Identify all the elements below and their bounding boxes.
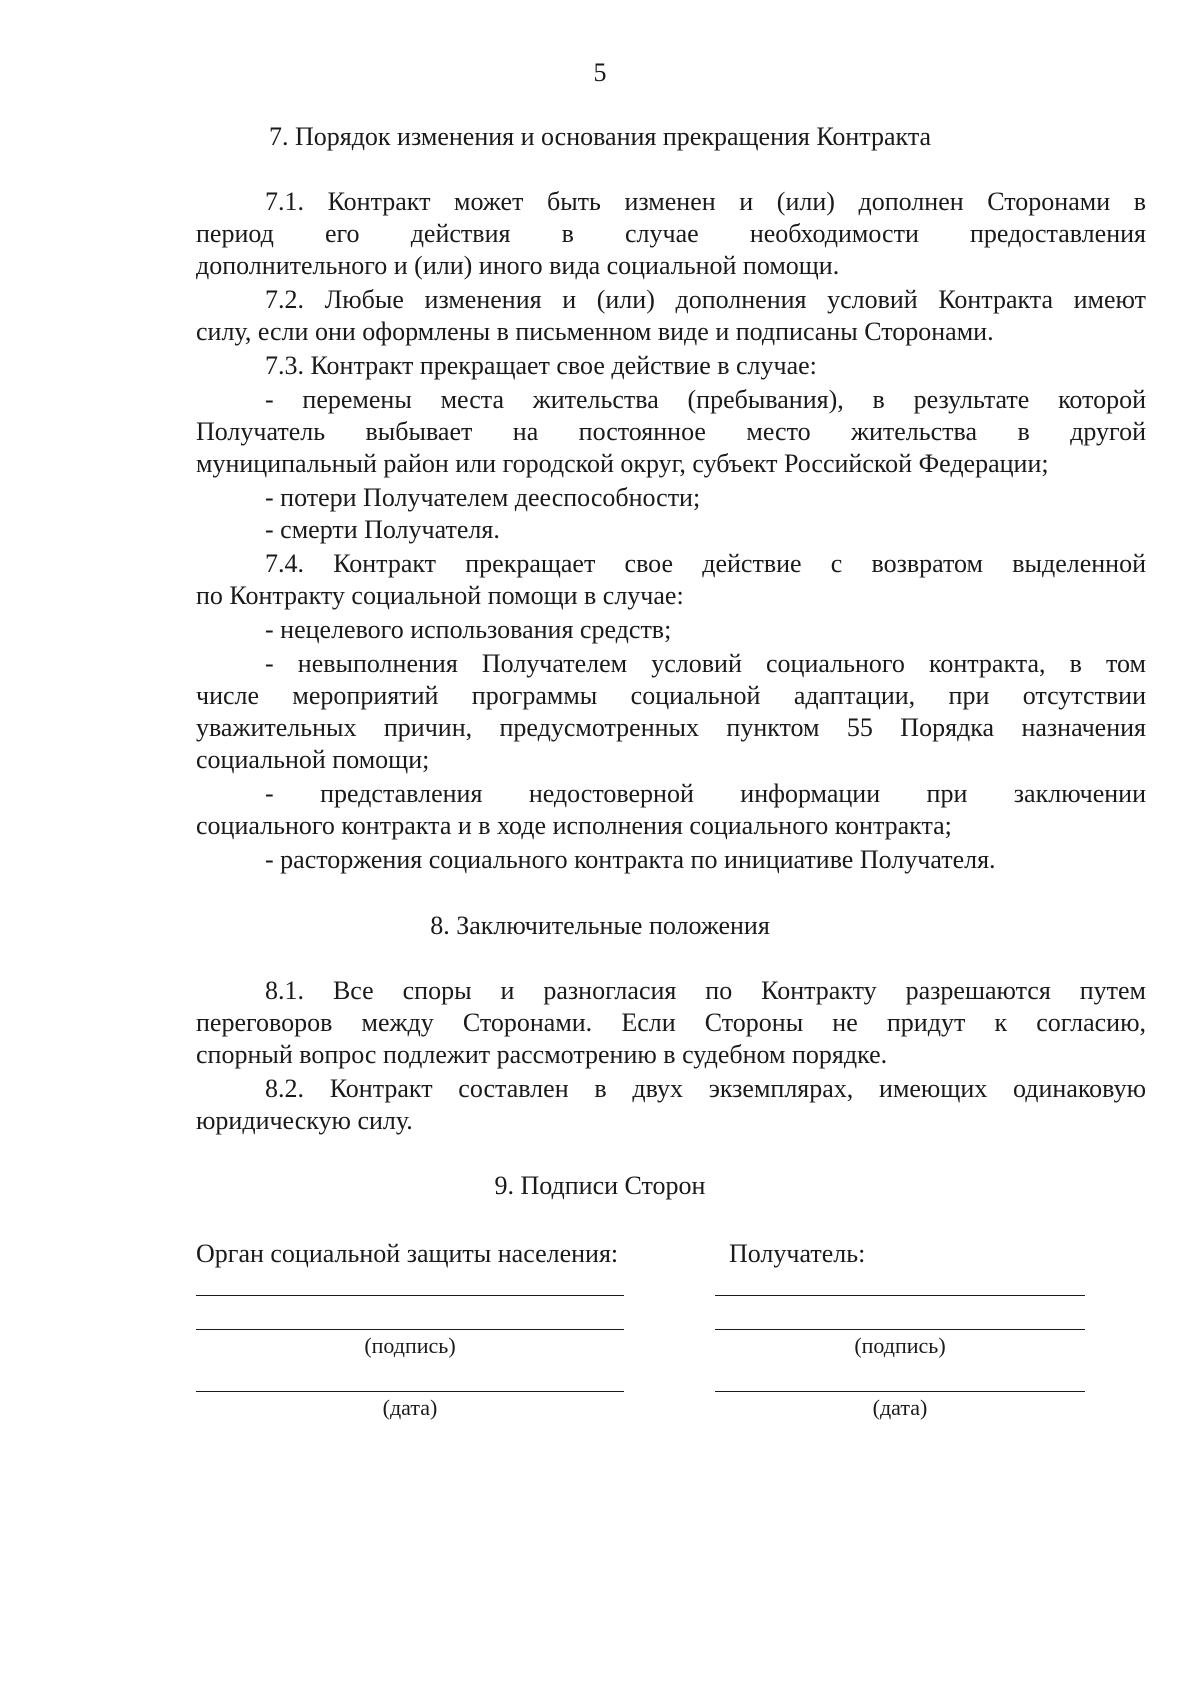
paragraph-line: переговоров между Сторонами. Если Стороны не придут к согласию, bbox=[196, 1008, 1146, 1037]
paragraph-line: - расторжения социального контракта по инициативе Получателя. bbox=[265, 845, 996, 874]
paragraph-line: по Контракту социальной помощи в случае: bbox=[196, 581, 684, 610]
right-date-caption: (дата) bbox=[872, 1395, 928, 1420]
paragraph-line: социальной помощи; bbox=[196, 745, 430, 774]
paragraph-line: муниципальный район или городской округ, субъект Российской Федерации; bbox=[196, 449, 1049, 478]
right-date-line bbox=[715, 1391, 1085, 1392]
paragraph-line: Получатель выбывает на постоянное место жительства в другой bbox=[196, 417, 1146, 446]
left-name-line bbox=[196, 1295, 624, 1296]
paragraph-line: уважительных причин, предусмотренных пунктом 55 Порядка назначения bbox=[196, 713, 1146, 742]
paragraph-line: силу, если они оформлены в письменном виде и подписаны Сторонами. bbox=[196, 317, 994, 346]
paragraph-line: числе мероприятий программы социальной адаптации, при отсутствии bbox=[196, 681, 1146, 710]
paragraph-line: - нецелевого использования средств; bbox=[265, 615, 672, 644]
right-party-label: Получатель: bbox=[729, 1239, 866, 1268]
section-9-title: 9. Подписи Сторон bbox=[494, 1171, 706, 1200]
paragraph-line: - представления недостоверной информации при заключении bbox=[265, 779, 1146, 808]
left-party-label: Орган социальной защиты населения: bbox=[196, 1239, 619, 1268]
paragraph-line: период его действия в случае необходимости предоставления bbox=[196, 219, 1146, 248]
paragraph-line: 8.2. Контракт составлен в двух экземплярах, имеющих одинаковую bbox=[265, 1074, 1146, 1103]
paragraph-line: социального контракта и в ходе исполнения социального контракта; bbox=[196, 811, 952, 840]
left-date-line bbox=[196, 1391, 624, 1392]
paragraph-line: 7.2. Любые изменения и (или) дополнения условий Контракта имеют bbox=[265, 285, 1146, 314]
paragraph-line: 8.1. Все споры и разногласия по Контракту разрешаются путем bbox=[265, 976, 1146, 1005]
left-signature-line bbox=[196, 1329, 624, 1330]
paragraph-line: 7.1. Контракт может быть изменен и (или) дополнен Сторонами в bbox=[265, 187, 1146, 216]
right-signature-line bbox=[715, 1329, 1085, 1330]
left-date-caption: (дата) bbox=[382, 1395, 438, 1420]
right-signature-caption: (подпись) bbox=[854, 1333, 946, 1358]
paragraph-line: 7.4. Контракт прекращает свое действие с возвратом выделенной bbox=[265, 549, 1146, 578]
paragraph-line: - потери Получателем дееспособности; bbox=[265, 483, 701, 512]
left-signature-caption: (подпись) bbox=[364, 1333, 456, 1358]
right-name-line bbox=[715, 1295, 1085, 1296]
paragraph-line: юридическую силу. bbox=[196, 1106, 413, 1135]
paragraph-line: - смерти Получателя. bbox=[265, 515, 500, 544]
section-8-title: 8. Заключительные положения bbox=[430, 911, 770, 940]
paragraph-line: дополнительного и (или) иного вида социальной помощи. bbox=[196, 251, 840, 280]
section-7-title: 7. Порядок изменения и основания прекращения Контракта bbox=[268, 122, 932, 151]
paragraph-line: спорный вопрос подлежит рассмотрению в судебном порядке. bbox=[196, 1040, 888, 1069]
paragraph-line: - перемены места жительства (пребывания), в результате которой bbox=[265, 385, 1146, 414]
paragraph-line: - невыполнения Получателем условий социального контракта, в том bbox=[265, 649, 1146, 678]
page-number: 5 bbox=[593, 58, 607, 87]
paragraph-line: 7.3. Контракт прекращает свое действие в случае: bbox=[265, 351, 817, 380]
